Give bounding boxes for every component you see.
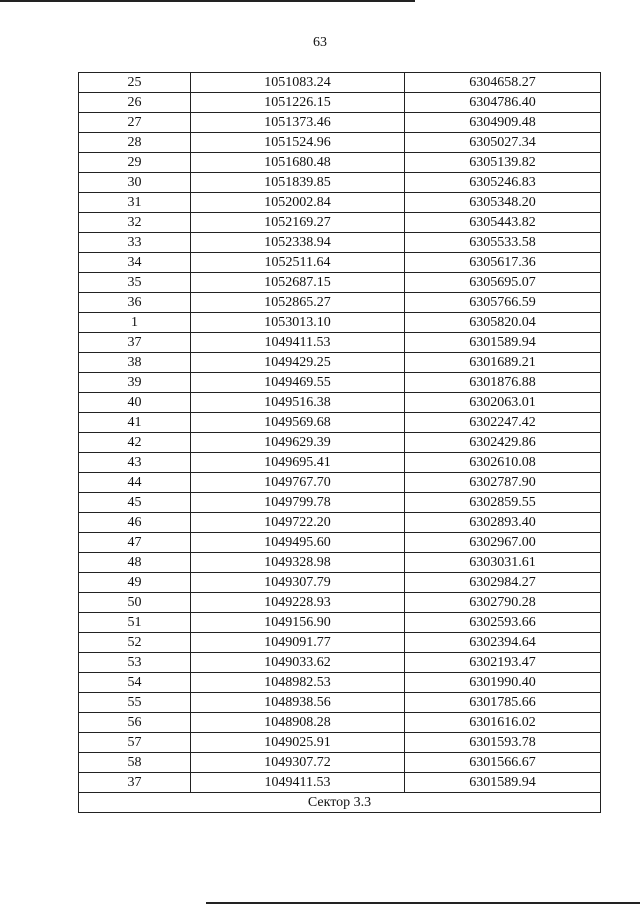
sector-label: Сектор 3.3 <box>79 793 601 813</box>
point-number-cell: 36 <box>79 293 191 313</box>
table-row <box>79 753 601 773</box>
point-number-cell: 46 <box>79 513 191 533</box>
point-number-cell: 47 <box>79 533 191 553</box>
table-row <box>79 313 601 333</box>
y-coordinate-cell: 6305766.59 <box>405 293 601 313</box>
table-row <box>79 413 601 433</box>
x-coordinate-cell: 1053013.10 <box>191 313 405 333</box>
point-number-cell: 44 <box>79 473 191 493</box>
y-coordinate-cell: 6305617.36 <box>405 253 601 273</box>
point-number-cell: 58 <box>79 753 191 773</box>
x-coordinate-cell: 1049629.39 <box>191 433 405 453</box>
y-coordinate-cell: 6305139.82 <box>405 153 601 173</box>
point-number-cell: 52 <box>79 633 191 653</box>
point-number-cell: 28 <box>79 133 191 153</box>
table-row <box>79 113 601 133</box>
x-coordinate-cell: 1049569.68 <box>191 413 405 433</box>
y-coordinate-cell: 6301616.02 <box>405 713 601 733</box>
y-coordinate-cell: 6301589.94 <box>405 333 601 353</box>
point-number-cell: 26 <box>79 93 191 113</box>
point-number-cell: 25 <box>79 73 191 93</box>
x-coordinate-cell: 1051680.48 <box>191 153 405 173</box>
table-row <box>79 253 601 273</box>
x-coordinate-cell: 1052511.64 <box>191 253 405 273</box>
y-coordinate-cell: 6302429.86 <box>405 433 601 453</box>
x-coordinate-cell: 1049228.93 <box>191 593 405 613</box>
table-row <box>79 473 601 493</box>
point-number-cell: 39 <box>79 373 191 393</box>
table-row <box>79 173 601 193</box>
point-number-cell: 57 <box>79 733 191 753</box>
y-coordinate-cell: 6301990.40 <box>405 673 601 693</box>
point-number-cell: 35 <box>79 273 191 293</box>
point-number-cell: 27 <box>79 113 191 133</box>
table-row <box>79 553 601 573</box>
bottom-edge-line <box>206 902 640 904</box>
y-coordinate-cell: 6302984.27 <box>405 573 601 593</box>
y-coordinate-cell: 6302967.00 <box>405 533 601 553</box>
coordinates-table <box>78 72 601 813</box>
y-coordinate-cell: 6305027.34 <box>405 133 601 153</box>
x-coordinate-cell: 1052002.84 <box>191 193 405 213</box>
table-row <box>79 433 601 453</box>
point-number-cell: 31 <box>79 193 191 213</box>
point-number-cell: 55 <box>79 693 191 713</box>
y-coordinate-cell: 6301876.88 <box>405 373 601 393</box>
x-coordinate-cell: 1049767.70 <box>191 473 405 493</box>
point-number-cell: 49 <box>79 573 191 593</box>
x-coordinate-cell: 1052169.27 <box>191 213 405 233</box>
table-row <box>79 673 601 693</box>
x-coordinate-cell: 1051373.46 <box>191 113 405 133</box>
point-number-cell: 34 <box>79 253 191 273</box>
table-row <box>79 713 601 733</box>
y-coordinate-cell: 6302610.08 <box>405 453 601 473</box>
x-coordinate-cell: 1051524.96 <box>191 133 405 153</box>
y-coordinate-cell: 6301785.66 <box>405 693 601 713</box>
table-footer-row <box>79 793 601 813</box>
y-coordinate-cell: 6305695.07 <box>405 273 601 293</box>
table-row <box>79 573 601 593</box>
point-number-cell: 48 <box>79 553 191 573</box>
x-coordinate-cell: 1049411.53 <box>191 333 405 353</box>
x-coordinate-cell: 1049307.72 <box>191 753 405 773</box>
table-row <box>79 73 601 93</box>
x-coordinate-cell: 1048938.56 <box>191 693 405 713</box>
top-edge-line <box>0 0 415 2</box>
y-coordinate-cell: 6305533.58 <box>405 233 601 253</box>
x-coordinate-cell: 1052338.94 <box>191 233 405 253</box>
y-coordinate-cell: 6301589.94 <box>405 773 601 793</box>
table-row <box>79 93 601 113</box>
point-number-cell: 32 <box>79 213 191 233</box>
point-number-cell: 51 <box>79 613 191 633</box>
y-coordinate-cell: 6304786.40 <box>405 93 601 113</box>
y-coordinate-cell: 6302063.01 <box>405 393 601 413</box>
point-number-cell: 1 <box>79 313 191 333</box>
y-coordinate-cell: 6302247.42 <box>405 413 601 433</box>
table-row <box>79 233 601 253</box>
table-row <box>79 513 601 533</box>
y-coordinate-cell: 6302787.90 <box>405 473 601 493</box>
y-coordinate-cell: 6302394.64 <box>405 633 601 653</box>
coordinates-table-body <box>79 73 601 793</box>
x-coordinate-cell: 1052687.15 <box>191 273 405 293</box>
point-number-cell: 40 <box>79 393 191 413</box>
y-coordinate-cell: 6305348.20 <box>405 193 601 213</box>
y-coordinate-cell: 6301566.67 <box>405 753 601 773</box>
x-coordinate-cell: 1049516.38 <box>191 393 405 413</box>
x-coordinate-cell: 1049033.62 <box>191 653 405 673</box>
point-number-cell: 37 <box>79 773 191 793</box>
point-number-cell: 53 <box>79 653 191 673</box>
table-row <box>79 653 601 673</box>
point-number-cell: 29 <box>79 153 191 173</box>
table-row <box>79 213 601 233</box>
y-coordinate-cell: 6305443.82 <box>405 213 601 233</box>
y-coordinate-cell: 6302859.55 <box>405 493 601 513</box>
x-coordinate-cell: 1051083.24 <box>191 73 405 93</box>
point-number-cell: 50 <box>79 593 191 613</box>
point-number-cell: 37 <box>79 333 191 353</box>
x-coordinate-cell: 1049411.53 <box>191 773 405 793</box>
x-coordinate-cell: 1052865.27 <box>191 293 405 313</box>
point-number-cell: 30 <box>79 173 191 193</box>
point-number-cell: 43 <box>79 453 191 473</box>
y-coordinate-cell: 6304909.48 <box>405 113 601 133</box>
y-coordinate-cell: 6305820.04 <box>405 313 601 333</box>
table-row <box>79 693 601 713</box>
x-coordinate-cell: 1049495.60 <box>191 533 405 553</box>
x-coordinate-cell: 1049799.78 <box>191 493 405 513</box>
x-coordinate-cell: 1051839.85 <box>191 173 405 193</box>
x-coordinate-cell: 1049091.77 <box>191 633 405 653</box>
table-row <box>79 373 601 393</box>
x-coordinate-cell: 1049469.55 <box>191 373 405 393</box>
x-coordinate-cell: 1049025.91 <box>191 733 405 753</box>
table-row <box>79 613 601 633</box>
table-row <box>79 193 601 213</box>
point-number-cell: 38 <box>79 353 191 373</box>
table-row <box>79 333 601 353</box>
table-row <box>79 593 601 613</box>
x-coordinate-cell: 1049695.41 <box>191 453 405 473</box>
x-coordinate-cell: 1049307.79 <box>191 573 405 593</box>
table-row <box>79 453 601 473</box>
table-row <box>79 733 601 753</box>
y-coordinate-cell: 6302790.28 <box>405 593 601 613</box>
point-number-cell: 42 <box>79 433 191 453</box>
table-row <box>79 533 601 553</box>
table-row <box>79 773 601 793</box>
table-row <box>79 133 601 153</box>
x-coordinate-cell: 1048908.28 <box>191 713 405 733</box>
table-row <box>79 393 601 413</box>
x-coordinate-cell: 1049722.20 <box>191 513 405 533</box>
table-row <box>79 293 601 313</box>
x-coordinate-cell: 1048982.53 <box>191 673 405 693</box>
x-coordinate-cell: 1049156.90 <box>191 613 405 633</box>
table-row <box>79 273 601 293</box>
point-number-cell: 45 <box>79 493 191 513</box>
y-coordinate-cell: 6305246.83 <box>405 173 601 193</box>
table-row <box>79 493 601 513</box>
x-coordinate-cell: 1049429.25 <box>191 353 405 373</box>
point-number-cell: 41 <box>79 413 191 433</box>
y-coordinate-cell: 6304658.27 <box>405 73 601 93</box>
page-number: 63 <box>313 35 327 50</box>
y-coordinate-cell: 6301593.78 <box>405 733 601 753</box>
x-coordinate-cell: 1049328.98 <box>191 553 405 573</box>
y-coordinate-cell: 6302893.40 <box>405 513 601 533</box>
y-coordinate-cell: 6301689.21 <box>405 353 601 373</box>
point-number-cell: 56 <box>79 713 191 733</box>
table-row <box>79 633 601 653</box>
y-coordinate-cell: 6302593.66 <box>405 613 601 633</box>
point-number-cell: 33 <box>79 233 191 253</box>
point-number-cell: 54 <box>79 673 191 693</box>
y-coordinate-cell: 6302193.47 <box>405 653 601 673</box>
x-coordinate-cell: 1051226.15 <box>191 93 405 113</box>
y-coordinate-cell: 6303031.61 <box>405 553 601 573</box>
table-row <box>79 353 601 373</box>
table-row <box>79 153 601 173</box>
